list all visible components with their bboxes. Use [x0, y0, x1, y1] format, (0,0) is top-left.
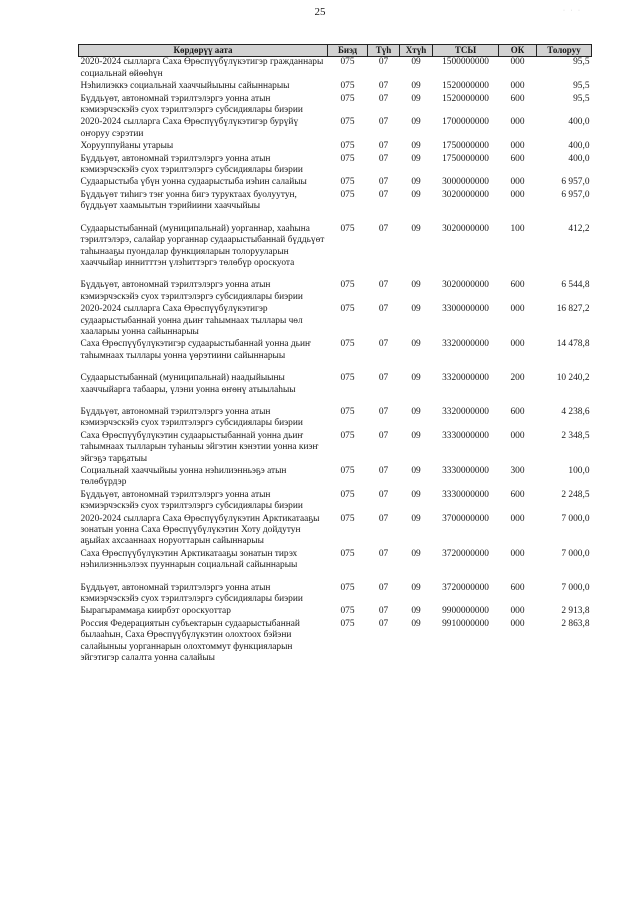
row-vr: 100 — [510, 223, 525, 234]
row-vr: 000 — [510, 339, 525, 350]
row-subsection: 09 — [411, 339, 421, 350]
row-tsr: 3720000000 — [442, 582, 489, 593]
row-section: 07 — [378, 141, 389, 152]
row-vr: 600 — [510, 406, 525, 417]
row-tsr: 1500000000 — [442, 57, 489, 68]
row-glrs: 075 — [340, 373, 355, 384]
row-tsr: 3300000000 — [442, 304, 489, 315]
corner-mark: · · · — [563, 8, 582, 14]
row-glrs: 075 — [340, 548, 355, 559]
row-tsr: 3330000000 — [442, 430, 489, 441]
row-tsr: 3320000000 — [442, 406, 489, 417]
row-name: Бүддьүөт, автономнай тэрилтэлэргэ уонна атын кэмиэрчэскэйэ суох тэрилтэлэргэ субсидиялары биэрии — [80, 582, 303, 605]
row-section: 07 — [378, 153, 389, 164]
row-tsr: 1750000000 — [442, 141, 489, 152]
row-vr: 000 — [510, 513, 525, 524]
row-glrs: 075 — [340, 93, 355, 104]
row-glrs: 075 — [340, 153, 355, 164]
row-name: Бүддьүөт, автономнай тэрилтэлэргэ уонна атын кэмиэрчэскэйэ суох тэрилтэлэргэ субсидиялары биэрии — [80, 489, 303, 512]
row-section: 07 — [378, 81, 389, 92]
row-name: 2020-2024 сылларга Саха Өрөспүүбүлүкэтигэр судаарыстыбаннай уонна дьиҥ таһымнаах тыллары чөл хааларыы уонна сайыннарыы — [80, 304, 303, 337]
row-section: 07 — [378, 548, 389, 559]
table-row — [79, 57, 592, 81]
row-subsection: 09 — [411, 81, 421, 92]
row-sum: 2 248,5 — [561, 489, 590, 500]
table-row — [79, 606, 592, 618]
row-section: 07 — [378, 223, 389, 234]
row-tsr: 9900000000 — [442, 606, 489, 617]
row-vr: 000 — [510, 81, 525, 92]
table-row — [79, 619, 592, 666]
row-tsr: 3020000000 — [442, 223, 489, 234]
row-vr: 000 — [510, 618, 525, 629]
row-sum: 400,0 — [568, 141, 590, 152]
row-sum: 7 000,0 — [561, 513, 590, 524]
header-vr: ОК — [499, 45, 537, 57]
table-row — [79, 339, 592, 363]
row-subsection: 09 — [411, 117, 421, 128]
row-name: Саха Өрөспүүбүлүкэтигэр судаарыстыбаннай уонна дьиҥ таһымнаах тыллары уонна үөрэтиини сайыннарыы — [80, 339, 311, 361]
table-row — [79, 190, 592, 214]
row-sum: 14 478,8 — [556, 339, 590, 350]
row-tsr: 1700000000 — [442, 117, 489, 128]
row-glrs: 075 — [340, 57, 355, 68]
row-name: Россия Федерациятын субъектарын судаарыстыбаннай былааһын, Саха Өрөспүүбүлүкэтин олохтоох бэйэни салайыныы уорганнарын олохтоммут функцияларын эйгэтигэр салалта уонна салайыы — [80, 618, 300, 664]
table-row — [79, 573, 592, 607]
row-glrs: 075 — [340, 606, 355, 617]
row-sum: 7 000,0 — [561, 548, 590, 559]
row-tsr: 3330000000 — [442, 489, 489, 500]
row-vr: 300 — [510, 466, 525, 476]
row-sum: 7 000,0 — [561, 582, 590, 593]
row-section: 07 — [378, 430, 389, 441]
row-name: 2020-2024 сылларга Саха Өрөспүүбүлүкэтигэр гражданнары социальнай өйөөһүн — [80, 57, 324, 79]
row-tsr: 3320000000 — [442, 373, 489, 384]
row-sum: 16 827,2 — [556, 304, 590, 315]
row-subsection: 09 — [411, 606, 421, 617]
row-name: Бүддьүөт, автономнай тэрилтэлэргэ уонна атын кэмиэрчэскэйэ суох тэрилтэлэргэ субсидиялары биэрии — [80, 280, 303, 302]
row-subsection: 09 — [411, 373, 421, 384]
row-subsection: 09 — [411, 406, 421, 417]
row-tsr: 1520000000 — [442, 81, 489, 92]
row-name: Бүддьүөт, автономнай тэрилтэлэргэ уонна атын кэмиэрчэскэйэ суох тэрилтэлэргэ субсидиялары биэрии — [80, 406, 303, 429]
row-glrs: 075 — [340, 582, 355, 593]
row-name: Социальнай хааччыйыы уонна нэһилиэнньэҕэ атын төлөбүрдэр — [80, 466, 287, 488]
row-section: 07 — [378, 406, 389, 417]
row-sum: 2 913,8 — [561, 606, 590, 617]
row-section: 07 — [378, 304, 389, 315]
table-row — [79, 549, 592, 573]
row-name: Бырагыраммаҕа киирбэт ороскуоттар — [80, 606, 231, 617]
row-section: 07 — [378, 93, 389, 104]
row-tsr: 3020000000 — [442, 189, 489, 200]
page-number: 25 — [314, 6, 326, 18]
row-subsection: 09 — [411, 93, 421, 104]
header-sum: Толоруу — [537, 45, 592, 57]
table-row — [79, 177, 592, 189]
header-section: Түһ — [368, 45, 400, 57]
row-tsr: 1750000000 — [442, 153, 489, 164]
table-row — [79, 141, 592, 153]
row-vr: 600 — [510, 280, 525, 291]
row-section: 07 — [378, 339, 389, 350]
row-sum: 95,5 — [573, 93, 590, 104]
row-subsection: 09 — [411, 430, 421, 441]
row-glrs: 075 — [340, 141, 355, 152]
row-sum: 4 238,6 — [561, 406, 590, 417]
row-subsection: 09 — [411, 582, 421, 593]
table-row — [79, 490, 592, 514]
table-row — [79, 154, 592, 178]
row-vr: 000 — [510, 548, 525, 559]
row-sum: 400,0 — [568, 153, 590, 164]
row-section: 07 — [378, 466, 389, 476]
row-sum: 6 957,0 — [561, 189, 590, 200]
header-glrs: Биэд — [328, 45, 368, 57]
row-name: Бүддьүөт, автономнай тэрилтэлэргэ уонна атын кэмиэрчэскэйэ суох тэрилтэлэргэ субсидиялары биэрии — [80, 93, 303, 116]
row-subsection: 09 — [411, 177, 421, 188]
row-section: 07 — [378, 189, 389, 200]
row-subsection: 09 — [411, 513, 421, 524]
row-glrs: 075 — [340, 430, 355, 441]
row-glrs: 075 — [340, 489, 355, 500]
row-subsection: 09 — [411, 618, 421, 629]
row-glrs: 075 — [340, 81, 355, 92]
row-name: Саха Өрөспүүбүлүкэтин Арктикатааҕы зонатын тирэх нэһилиэнньэлээх пууннарын социальнай сайыннарыы — [80, 548, 298, 571]
row-section: 07 — [378, 582, 389, 593]
table-row — [79, 94, 592, 118]
header-row — [79, 45, 592, 57]
row-glrs: 075 — [340, 339, 355, 350]
table-row — [79, 81, 592, 93]
row-subsection: 09 — [411, 141, 421, 152]
row-vr: 000 — [510, 430, 525, 441]
row-sum: 6 544,8 — [561, 280, 590, 291]
row-name: Бүддьүөт, автономнай тэрилтэлэргэ уонна атын кэмиэрчэскэйэ суох тэрилтэлэргэ субсидиялары биэрии — [80, 153, 303, 176]
row-section: 07 — [378, 513, 389, 524]
budget-table — [78, 44, 592, 666]
row-glrs: 075 — [340, 618, 355, 629]
row-sum: 10 240,2 — [556, 373, 590, 384]
table-row — [79, 304, 592, 339]
row-vr: 000 — [510, 177, 525, 188]
row-vr: 000 — [510, 606, 525, 617]
row-glrs: 075 — [340, 280, 355, 291]
row-section: 07 — [378, 280, 389, 291]
row-subsection: 09 — [411, 466, 421, 476]
row-name: Судаарыстыба үбүн уонна судаарыстыба иэһин салайыы — [80, 177, 307, 188]
row-tsr: 9910000000 — [442, 618, 489, 629]
row-sum: 6 957,0 — [561, 177, 590, 188]
header-name: Көрдөрүү аата — [79, 45, 328, 57]
row-subsection: 09 — [411, 189, 421, 200]
row-glrs: 075 — [340, 466, 355, 476]
row-tsr: 3020000000 — [442, 280, 489, 291]
row-glrs: 075 — [340, 406, 355, 417]
row-tsr: 3000000000 — [442, 177, 489, 188]
row-subsection: 09 — [411, 57, 421, 68]
row-name: Саха Өрөспүүбүлүкэтин судаарыстыбаннай уонна дьиҥ таһымнаах тылларын туһаныы эйгэтин кэнэтии уонна киэҥ эйгэҕэ тарҕатыы — [80, 430, 319, 464]
row-sum: 95,5 — [573, 57, 590, 68]
row-name: 2020-2024 сылларга Саха Өрөспүүбүлүкэтигэр бурүйү оҥоруу сэрэтии — [80, 117, 299, 139]
row-vr: 600 — [510, 93, 525, 104]
header-tsr: ТСЫ — [433, 45, 499, 57]
row-subsection: 09 — [411, 304, 421, 315]
table-body — [79, 57, 592, 666]
row-name: Бүддьүөт тиһигэ тэҥ уонна бигэ туруктаах буолуутун, бүддьүөт хаамыытын тэрийиини хааччыйыы — [80, 189, 297, 212]
row-section: 07 — [378, 177, 389, 188]
row-subsection: 09 — [411, 489, 421, 500]
table-row — [79, 466, 592, 490]
row-sum: 2 863,8 — [561, 618, 590, 629]
row-sum: 95,5 — [573, 81, 590, 92]
row-section: 07 — [378, 489, 389, 500]
row-sum: 412,2 — [568, 223, 590, 234]
table-row — [79, 117, 592, 141]
row-name: Хорууппуйаны утарыы — [80, 141, 174, 152]
row-section: 07 — [378, 606, 389, 617]
row-name: Судаарыстыбаннай (муниципальнай) наадыйыыны хааччыйарга табаары, үлэни уонна өҥөнү атыылаһыы — [80, 373, 296, 395]
row-vr: 600 — [510, 489, 525, 500]
row-vr: 000 — [510, 304, 525, 315]
row-vr: 200 — [510, 373, 525, 384]
row-name: Нэһилиэккэ социальнай хааччыйыыны сайыннарыы — [80, 81, 290, 92]
row-tsr: 3330000000 — [442, 466, 489, 476]
row-subsection: 09 — [411, 153, 421, 164]
table-row — [79, 270, 592, 304]
row-name: 2020-2024 сылларга Саха Өрөспүүбүлүкэтин Арктикатааҕы зонатын уонна Саха Өрөспүүбүлүкэтин Хоту дойдутун аҕыйах ахсааннаах норуоттарын сайыннарыы — [80, 513, 320, 547]
table-row — [79, 214, 592, 271]
row-subsection: 09 — [411, 223, 421, 234]
row-vr: 000 — [510, 189, 525, 200]
row-vr: 000 — [510, 117, 525, 128]
row-glrs: 075 — [340, 513, 355, 524]
row-subsection: 09 — [411, 280, 421, 291]
row-tsr: 3720000000 — [442, 548, 489, 559]
table-row — [79, 431, 592, 466]
table-row — [79, 363, 592, 397]
row-tsr: 3700000000 — [442, 513, 489, 524]
row-glrs: 075 — [340, 117, 355, 128]
header-subsection: Хтүһ — [400, 45, 433, 57]
row-subsection: 09 — [411, 548, 421, 559]
row-section: 07 — [378, 618, 389, 629]
row-section: 07 — [378, 117, 389, 128]
row-glrs: 075 — [340, 304, 355, 315]
row-section: 07 — [378, 57, 389, 68]
row-sum: 2 348,5 — [561, 430, 590, 441]
row-vr: 600 — [510, 582, 525, 593]
table-header — [79, 45, 592, 57]
row-glrs: 075 — [340, 189, 355, 200]
row-tsr: 1520000000 — [442, 93, 489, 104]
row-vr: 600 — [510, 153, 525, 164]
row-vr: 000 — [510, 141, 525, 152]
row-vr: 000 — [510, 57, 525, 68]
row-section: 07 — [378, 373, 389, 384]
row-glrs: 075 — [340, 177, 355, 188]
row-sum: 100,0 — [568, 466, 590, 476]
row-glrs: 075 — [340, 223, 355, 234]
row-name: Судаарыстыбаннай (муниципальнай) уорганнар, хааһына тэрилтэлэрэ, салайар уорганнар судаарыстыбаннай бүддьүөт таһынааҕы пуондалар функцияларын толорууларын хааччыйар иннитттэн үлэһиттэргэ төлөбүр ороскуота — [80, 223, 325, 268]
table-row — [79, 397, 592, 431]
row-sum: 400,0 — [568, 117, 590, 128]
row-tsr: 3320000000 — [442, 339, 489, 350]
table-row — [79, 514, 592, 549]
